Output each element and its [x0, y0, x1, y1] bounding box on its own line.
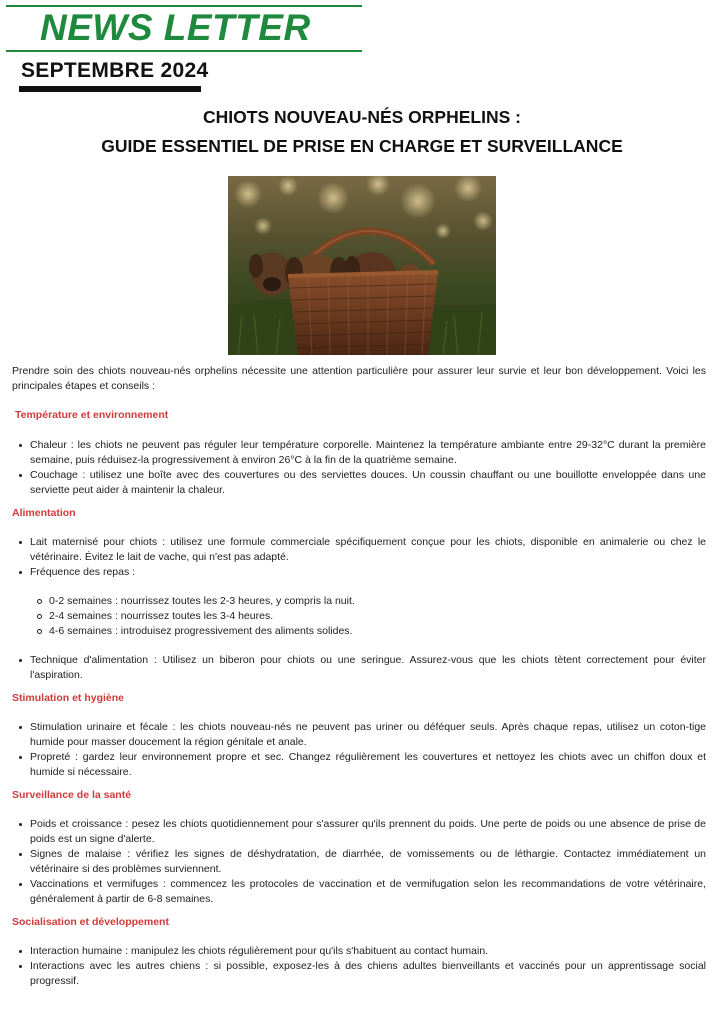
article-body	[12, 364, 706, 989]
list-item: Poids et croissance : pesez les chiots quotidiennement pour s'assurer qu'ils prennent du poids. Une perte de poids ou une absence de prise de poids est un signe d'alerte.	[30, 818, 706, 845]
newsletter-title: NEWS LETTER	[40, 7, 311, 48]
section-title-sante: Surveillance de la santé	[12, 789, 132, 801]
sante-list	[12, 817, 706, 907]
list-item: 4-6 semaines : introduisez progressivement des aliments solides.	[49, 624, 706, 639]
list-item: Vaccinations et vermifuges : commencez les protocoles de vaccination et de vermifugation selon les recommandations de votre vétérinaire, généralement à partir de 6-8 semaines.	[30, 878, 706, 905]
section-title-stimulation: Stimulation et hygiène	[12, 692, 125, 704]
list-item: Interactions avec les autres chiens : si possible, exposez-les à des chiens adultes bienveillants et vaccinés pour un apprentissage social progressif.	[30, 960, 706, 987]
headline-line-2: GUIDE ESSENTIEL DE PRISE EN CHARGE ET SURVEILLANCE	[101, 136, 623, 156]
puppies-basket-photo	[228, 176, 496, 355]
socialisation-list	[12, 944, 706, 989]
issue-month: SEPTEMBRE 2024	[21, 59, 209, 82]
list-item: 0-2 semaines : nourrissez toutes les 2-3 heures, y compris la nuit.	[49, 594, 706, 609]
list-item: Signes de malaise : vérifiez les signes de déshydratation, de diarrhée, de vomissements ou de léthargie. Contactez immédiatement un vétérinaire si des problèmes surviennent.	[30, 848, 706, 875]
list-item: Technique d'alimentation : Utilisez un biberon pour chiots ou une seringue. Assurez-vous que les chiots tètent correctement pour éviter l'aspiration.	[30, 654, 706, 681]
month-underline	[19, 86, 201, 92]
headline-line-1: CHIOTS NOUVEAU-NÉS ORPHELINS :	[203, 107, 521, 127]
temperature-list	[12, 438, 706, 498]
section-title-socialisation: Socialisation et développement	[12, 916, 169, 928]
list-item: Couchage : utilisez une boîte avec des couvertures ou des serviettes douces. Un coussin chauffant ou une bouillotte enveloppée dans une serviette peut aider à maintenir la chaleur.	[30, 469, 706, 496]
alimentation-list	[12, 535, 706, 580]
stimulation-list	[12, 720, 706, 780]
feeding-technique-list	[12, 653, 706, 683]
feeding-frequency-list	[12, 594, 706, 639]
section-title-alimentation: Alimentation	[12, 507, 76, 519]
list-item: 2-4 semaines : nourrissez toutes les 3-4 heures.	[49, 609, 706, 624]
intro-paragraph: Prendre soin des chiots nouveau-nés orphelins nécessite une attention particulière pour assurer leur survie et leur bon développement. Voici les principales étapes et conseils :	[12, 365, 706, 392]
list-item: Lait maternisé pour chiots : utilisez une formule commerciale spécifiquement conçue pour les chiots, disponible en animalerie ou chez le vétérinaire. Évitez le lait de vache, qui n'est pas adapté.	[30, 536, 706, 563]
list-item: Fréquence des repas :	[30, 565, 706, 580]
header-rule-bottom	[6, 50, 362, 52]
section-title-temperature: Température et environnement	[15, 409, 169, 421]
list-item: Chaleur : les chiots ne peuvent pas réguler leur température corporelle. Maintenez la température ambiante entre 29-32°C durant la première semaine, puis réduisez-la progressivement à environ 26°C à la fin de la quatrième semaine.	[30, 439, 706, 466]
list-item: Stimulation urinaire et fécale : les chiots nouveau-nés ne peuvent pas uriner ou déféquer seuls. Après chaque repas, utilisez un coton-tige humide pour masser doucement la région génitale et anale.	[30, 721, 706, 748]
list-item: Propreté : gardez leur environnement propre et sec. Changez régulièrement les couvertures et nettoyez les chiots avec un chiffon doux et humide si nécessaire.	[30, 751, 706, 778]
list-item: Interaction humaine : manipulez les chiots régulièrement pour qu'ils s'habituent au contact humain.	[30, 944, 706, 959]
